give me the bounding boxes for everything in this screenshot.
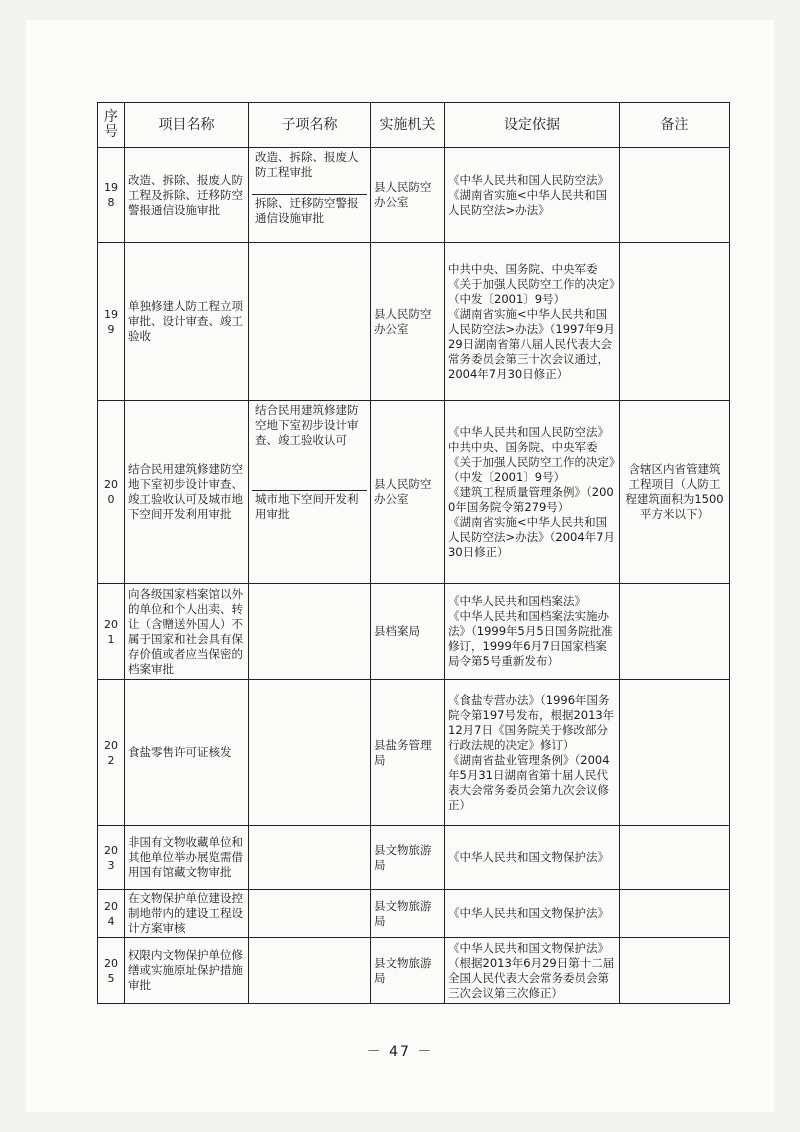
row-legal-basis-cell [445, 148, 620, 243]
row-remarks-cell: 含辖区内省管建筑工程项目（人防工程建筑面积为1500平方米以下） [620, 401, 730, 584]
row-agency-cell: 县档案局 [371, 584, 445, 680]
approval-items-table [97, 102, 730, 1004]
row-seq-cell: 203 [98, 826, 125, 890]
table-row [98, 680, 730, 826]
row-seq-cell: 201 [98, 584, 125, 680]
legal-basis-line: 《中华人民共和国人民防空法》 [448, 172, 609, 187]
row-legal-basis-cell [445, 938, 620, 1004]
row-remarks-cell [620, 148, 730, 243]
row-sub-item-cell [249, 243, 371, 401]
legal-basis-line: 《中华人民共和国人民防空法》 [448, 424, 609, 439]
row-seq-cell: 205 [98, 938, 125, 1004]
row-remarks-cell [620, 938, 730, 1004]
table-row [98, 890, 730, 938]
header-remarks: 备注 [620, 103, 730, 148]
row-sub-item-cell [249, 584, 371, 680]
table-header-row [98, 103, 730, 148]
sub-item-label: 城市地下空间开发利用审批 [252, 490, 367, 582]
legal-basis-line: 《中华人民共和国文物保护法》 [448, 850, 609, 864]
header-agency: 实施机关 [371, 103, 445, 148]
row-agency-cell: 县人民防空办公室 [371, 148, 445, 243]
row-seq-cell: 198 [98, 148, 125, 243]
legal-basis-line: 《湖南省实施<中华人民共和国人民防空法>办法》（1997年9月29日湖南省第八届人民代表大会常务委员会第三十次会议通过，2004年7月30日修正） [448, 306, 615, 381]
row-project-name-cell: 单独修建人防工程立项审批、设计审查、竣工验收 [125, 243, 249, 401]
table-row [98, 938, 730, 1004]
row-sub-item-cell [249, 680, 371, 826]
table-row [98, 584, 730, 680]
sub-item-label: 结合民用建筑修建防空地下室初步设计审查、竣工验收认可 [255, 403, 359, 447]
row-legal-basis-cell [445, 680, 620, 826]
legal-basis-line: 《中华人民共和国文物保护法》（根据2013年6月29日第十二届全国人民代表大会常务委员会第三次会议第三次修正） [448, 940, 615, 1000]
row-project-name-cell: 在文物保护单位建设控制地带内的建设工程设计方案审核 [125, 890, 249, 938]
row-agency-cell: 县文物旅游局 [371, 938, 445, 1004]
row-agency-cell: 县文物旅游局 [371, 826, 445, 890]
table-row [98, 243, 730, 401]
legal-basis-line: 中共中央、国务院、中央军委《关于加强人民防空工作的决定》（中发〔2001〕9号） [448, 439, 615, 484]
row-seq-cell: 200 [98, 401, 125, 584]
row-seq-cell: 202 [98, 680, 125, 826]
row-legal-basis-cell [445, 401, 620, 584]
header-project-name: 项目名称 [125, 103, 249, 148]
row-project-name-cell: 结合民用建筑修建防空地下室初步设计审查、竣工验收认可及城市地下空间开发利用审批 [125, 401, 249, 584]
row-agency-cell: 县盐务管理局 [371, 680, 445, 826]
legal-basis-line: 《中华人民共和国文物保护法》 [448, 906, 609, 920]
legal-basis-line: 《中华人民共和国档案法实施办法》（1999年5月5日国务院批准修订，1999年6月7日国家档案局令第5号重新发布） [448, 609, 613, 668]
row-agency-cell: 县人民防空办公室 [371, 401, 445, 584]
page-number: － 47 － [366, 1044, 434, 1060]
row-remarks-cell [620, 680, 730, 826]
row-legal-basis-cell [445, 584, 620, 680]
legal-basis-line: 《湖南省盐业管理条例》（2004年5月31日湖南省第十届人民代表大会常务委员会第九次会议修正） [448, 752, 610, 812]
row-sub-items-cell [249, 401, 371, 584]
legal-basis-line: 《湖南省实施<中华人民共和国人民防空法>办法》 [448, 187, 608, 217]
row-legal-basis-cell [445, 890, 620, 938]
row-remarks-cell [620, 243, 730, 401]
row-project-name-cell: 改造、拆除、报废人防工程及拆除、迁移防空警报通信设施审批 [125, 148, 249, 243]
row-remarks-cell [620, 584, 730, 680]
row-agency-cell: 县文物旅游局 [371, 890, 445, 938]
row-seq-cell: 199 [98, 243, 125, 401]
row-sub-item-cell [249, 826, 371, 890]
table-row [98, 826, 730, 890]
row-sub-item-cell [249, 938, 371, 1004]
legal-basis-line: 《食盐专营办法》（1996年国务院令第197号发布，根据2013年12月7日《国务院关于修改部分行政法规的决定》修订） [448, 692, 615, 752]
row-remarks-cell [620, 890, 730, 938]
header-seq: 序号 [98, 103, 125, 148]
row-agency-cell: 县人民防空办公室 [371, 243, 445, 401]
legal-basis-line: 中共中央、国务院、中央军委《关于加强人民防空工作的决定》（中发〔2001〕9号） [448, 261, 615, 306]
sub-item-label: 改造、拆除、报废人防工程审批 [255, 150, 359, 179]
sub-item-label: 拆除、迁移防空警报通信设施审批 [252, 194, 367, 241]
row-project-name-cell: 非国有文物收藏单位和其他单位举办展览需借用国有馆藏文物审批 [125, 826, 249, 890]
legal-basis-line: 《建筑工程质量管理条例》（2000年国务院令第279号） [448, 484, 614, 514]
row-remarks-cell [620, 826, 730, 890]
table-row [98, 148, 730, 243]
row-seq-cell: 204 [98, 890, 125, 938]
legal-basis-line: 《中华人民共和国档案法》 [448, 594, 586, 608]
legal-basis-line: 《湖南省实施<中华人民共和国人民防空法>办法》（2004年7月30日修正） [448, 514, 615, 559]
table-body [98, 148, 730, 1004]
row-project-name-cell: 权限内文物保护单位修缮或实施原址保护措施审批 [125, 938, 249, 1004]
header-legal-basis: 设定依据 [445, 103, 620, 148]
row-legal-basis-cell [445, 826, 620, 890]
row-project-name-cell: 向各级国家档案馆以外的单位和个人出卖、转让（含赠送外国人）不属于国家和社会具有保存价值或者应当保密的档案审批 [125, 584, 249, 680]
header-sub-item-name: 子项名称 [249, 103, 371, 148]
row-project-name-cell: 食盐零售许可证核发 [125, 680, 249, 826]
table-row [98, 401, 730, 584]
row-sub-item-cell [249, 890, 371, 938]
row-sub-items-cell [249, 148, 371, 243]
row-legal-basis-cell [445, 243, 620, 401]
